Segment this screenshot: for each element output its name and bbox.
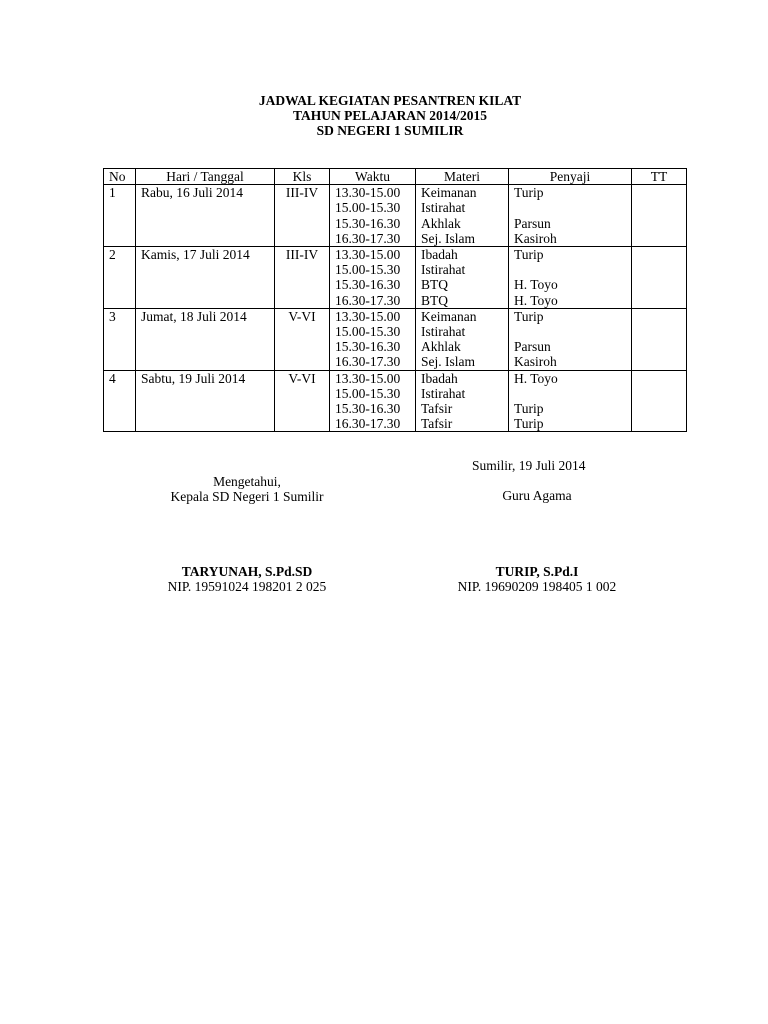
cell-hari-tanggal	[136, 401, 275, 416]
cell-kls: V-VI	[275, 370, 330, 386]
cell-tt	[632, 293, 687, 309]
cell-materi: Istirahat	[416, 324, 509, 339]
cell-penyaji: Kasiroh	[509, 354, 632, 370]
cell-waktu: 15.00-15.30	[330, 324, 416, 339]
day-group	[104, 308, 687, 370]
cell-materi: Keimanan	[416, 308, 509, 324]
cell-hari-tanggal: Sabtu, 19 Juli 2014	[136, 370, 275, 386]
cell-tt	[632, 277, 687, 292]
cell-penyaji: H. Toyo	[509, 370, 632, 386]
table-row	[104, 401, 687, 416]
cell-kls	[275, 277, 330, 292]
cell-kls	[275, 401, 330, 416]
cell-tt	[632, 216, 687, 231]
cell-hari-tanggal	[136, 293, 275, 309]
cell-waktu: 16.30-17.30	[330, 354, 416, 370]
table-row	[104, 293, 687, 309]
cell-tt	[632, 339, 687, 354]
day-group	[104, 370, 687, 432]
cell-kls	[275, 324, 330, 339]
cell-hari-tanggal	[136, 386, 275, 401]
cell-no: 1	[104, 185, 136, 201]
cell-waktu: 13.30-15.00	[330, 308, 416, 324]
cell-tt	[632, 401, 687, 416]
cell-waktu: 16.30-17.30	[330, 416, 416, 432]
cell-materi: Tafsir	[416, 401, 509, 416]
cell-tt	[632, 308, 687, 324]
cell-no	[104, 324, 136, 339]
cell-no	[104, 277, 136, 292]
cell-no: 4	[104, 370, 136, 386]
cell-kls	[275, 293, 330, 309]
cell-hari-tanggal	[136, 416, 275, 432]
cell-materi: Akhlak	[416, 216, 509, 231]
signature-right-nip: NIP. 19690209 198405 1 002	[457, 579, 617, 594]
cell-hari-tanggal	[136, 339, 275, 354]
cell-no	[104, 416, 136, 432]
cell-hari-tanggal: Jumat, 18 Juli 2014	[136, 308, 275, 324]
cell-no: 2	[104, 247, 136, 263]
cell-kls	[275, 354, 330, 370]
signature-left-nip: NIP. 19591024 198201 2 025	[167, 579, 327, 594]
cell-materi: Ibadah	[416, 247, 509, 263]
day-group	[104, 185, 687, 247]
cell-tt	[632, 354, 687, 370]
cell-penyaji: Turip	[509, 416, 632, 432]
cell-penyaji: Turip	[509, 185, 632, 201]
title-line-2: TAHUN PELAJARAN 2014/2015	[292, 108, 487, 123]
cell-penyaji: H. Toyo	[509, 293, 632, 309]
cell-waktu: 16.30-17.30	[330, 293, 416, 309]
table-row	[104, 308, 687, 324]
cell-tt	[632, 185, 687, 201]
table-row	[104, 277, 687, 292]
cell-no	[104, 200, 136, 215]
cell-no	[104, 216, 136, 231]
cell-hari-tanggal	[136, 231, 275, 247]
cell-waktu: 13.30-15.00	[330, 247, 416, 263]
cell-kls	[275, 231, 330, 247]
cell-penyaji: H. Toyo	[509, 277, 632, 292]
cell-waktu: 13.30-15.00	[330, 185, 416, 201]
cell-no	[104, 231, 136, 247]
cell-penyaji: Turip	[509, 247, 632, 263]
cell-hari-tanggal	[136, 324, 275, 339]
cell-materi: Sej. Islam	[416, 354, 509, 370]
cell-materi: BTQ	[416, 277, 509, 292]
schedule-table-header	[104, 169, 687, 185]
header-materi: Materi	[416, 169, 509, 185]
table-row	[104, 370, 687, 386]
cell-no	[104, 386, 136, 401]
cell-no	[104, 262, 136, 277]
cell-penyaji	[509, 262, 632, 277]
cell-no	[104, 339, 136, 354]
cell-no: 3	[104, 308, 136, 324]
cell-waktu: 15.30-16.30	[330, 216, 416, 231]
cell-penyaji: Turip	[509, 308, 632, 324]
signature-right-label: Guru Agama	[502, 488, 572, 503]
signature-left-name: TARYUNAH, S.Pd.SD	[181, 564, 313, 579]
cell-kls: V-VI	[275, 308, 330, 324]
cell-waktu: 15.00-15.30	[330, 200, 416, 215]
cell-tt	[632, 324, 687, 339]
header-hari-tanggal: Hari / Tanggal	[136, 169, 275, 185]
cell-penyaji	[509, 324, 632, 339]
cell-kls	[275, 200, 330, 215]
cell-no	[104, 354, 136, 370]
cell-penyaji: Kasiroh	[509, 231, 632, 247]
cell-tt	[632, 200, 687, 215]
cell-materi: Sej. Islam	[416, 231, 509, 247]
table-row	[104, 354, 687, 370]
cell-waktu: 13.30-15.00	[330, 370, 416, 386]
signature-left-label-1: Mengetahui,	[213, 474, 281, 489]
table-row	[104, 185, 687, 201]
header-tt: TT	[632, 169, 687, 185]
table-row	[104, 416, 687, 432]
cell-kls: III-IV	[275, 185, 330, 201]
cell-tt	[632, 386, 687, 401]
cell-tt	[632, 247, 687, 263]
cell-waktu: 15.30-16.30	[330, 339, 416, 354]
table-row	[104, 200, 687, 215]
cell-penyaji	[509, 386, 632, 401]
cell-penyaji: Parsun	[509, 216, 632, 231]
cell-materi: Istirahat	[416, 262, 509, 277]
cell-hari-tanggal: Kamis, 17 Juli 2014	[136, 247, 275, 263]
title-line-1: JADWAL KEGIATAN PESANTREN KILAT	[258, 93, 522, 108]
header-kls: Kls	[275, 169, 330, 185]
cell-kls	[275, 339, 330, 354]
cell-waktu: 15.00-15.30	[330, 386, 416, 401]
table-row	[104, 247, 687, 263]
cell-kls	[275, 216, 330, 231]
cell-tt	[632, 416, 687, 432]
signature-place-date: Sumilir, 19 Juli 2014	[472, 458, 586, 473]
cell-tt	[632, 262, 687, 277]
cell-materi: Tafsir	[416, 416, 509, 432]
cell-waktu: 15.30-16.30	[330, 277, 416, 292]
signature-right-name: TURIP, S.Pd.I	[495, 564, 579, 579]
cell-kls	[275, 386, 330, 401]
cell-waktu: 16.30-17.30	[330, 231, 416, 247]
schedule-table	[103, 168, 687, 432]
table-row	[104, 216, 687, 231]
cell-hari-tanggal	[136, 216, 275, 231]
title-line-3: SD NEGERI 1 SUMILIR	[316, 123, 464, 138]
cell-materi: BTQ	[416, 293, 509, 309]
cell-materi: Istirahat	[416, 386, 509, 401]
cell-materi: Istirahat	[416, 200, 509, 215]
cell-hari-tanggal	[136, 354, 275, 370]
cell-tt	[632, 231, 687, 247]
cell-waktu: 15.30-16.30	[330, 401, 416, 416]
cell-penyaji	[509, 200, 632, 215]
day-group	[104, 247, 687, 309]
cell-hari-tanggal	[136, 262, 275, 277]
cell-no	[104, 293, 136, 309]
cell-materi: Akhlak	[416, 339, 509, 354]
cell-materi: Keimanan	[416, 185, 509, 201]
cell-waktu: 15.00-15.30	[330, 262, 416, 277]
cell-hari-tanggal: Rabu, 16 Juli 2014	[136, 185, 275, 201]
cell-hari-tanggal	[136, 277, 275, 292]
table-row	[104, 386, 687, 401]
header-no: No	[104, 169, 136, 185]
cell-kls: III-IV	[275, 247, 330, 263]
header-penyaji: Penyaji	[509, 169, 632, 185]
cell-materi: Ibadah	[416, 370, 509, 386]
cell-kls	[275, 416, 330, 432]
cell-no	[104, 401, 136, 416]
cell-kls	[275, 262, 330, 277]
table-row	[104, 231, 687, 247]
cell-penyaji: Parsun	[509, 339, 632, 354]
header-waktu: Waktu	[330, 169, 416, 185]
table-row	[104, 262, 687, 277]
cell-tt	[632, 370, 687, 386]
cell-penyaji: Turip	[509, 401, 632, 416]
signature-left-label-2: Kepala SD Negeri 1 Sumilir	[170, 489, 324, 504]
table-row	[104, 339, 687, 354]
document-title	[0, 93, 768, 138]
signature-left-label	[140, 474, 354, 504]
table-row	[104, 324, 687, 339]
cell-hari-tanggal	[136, 200, 275, 215]
